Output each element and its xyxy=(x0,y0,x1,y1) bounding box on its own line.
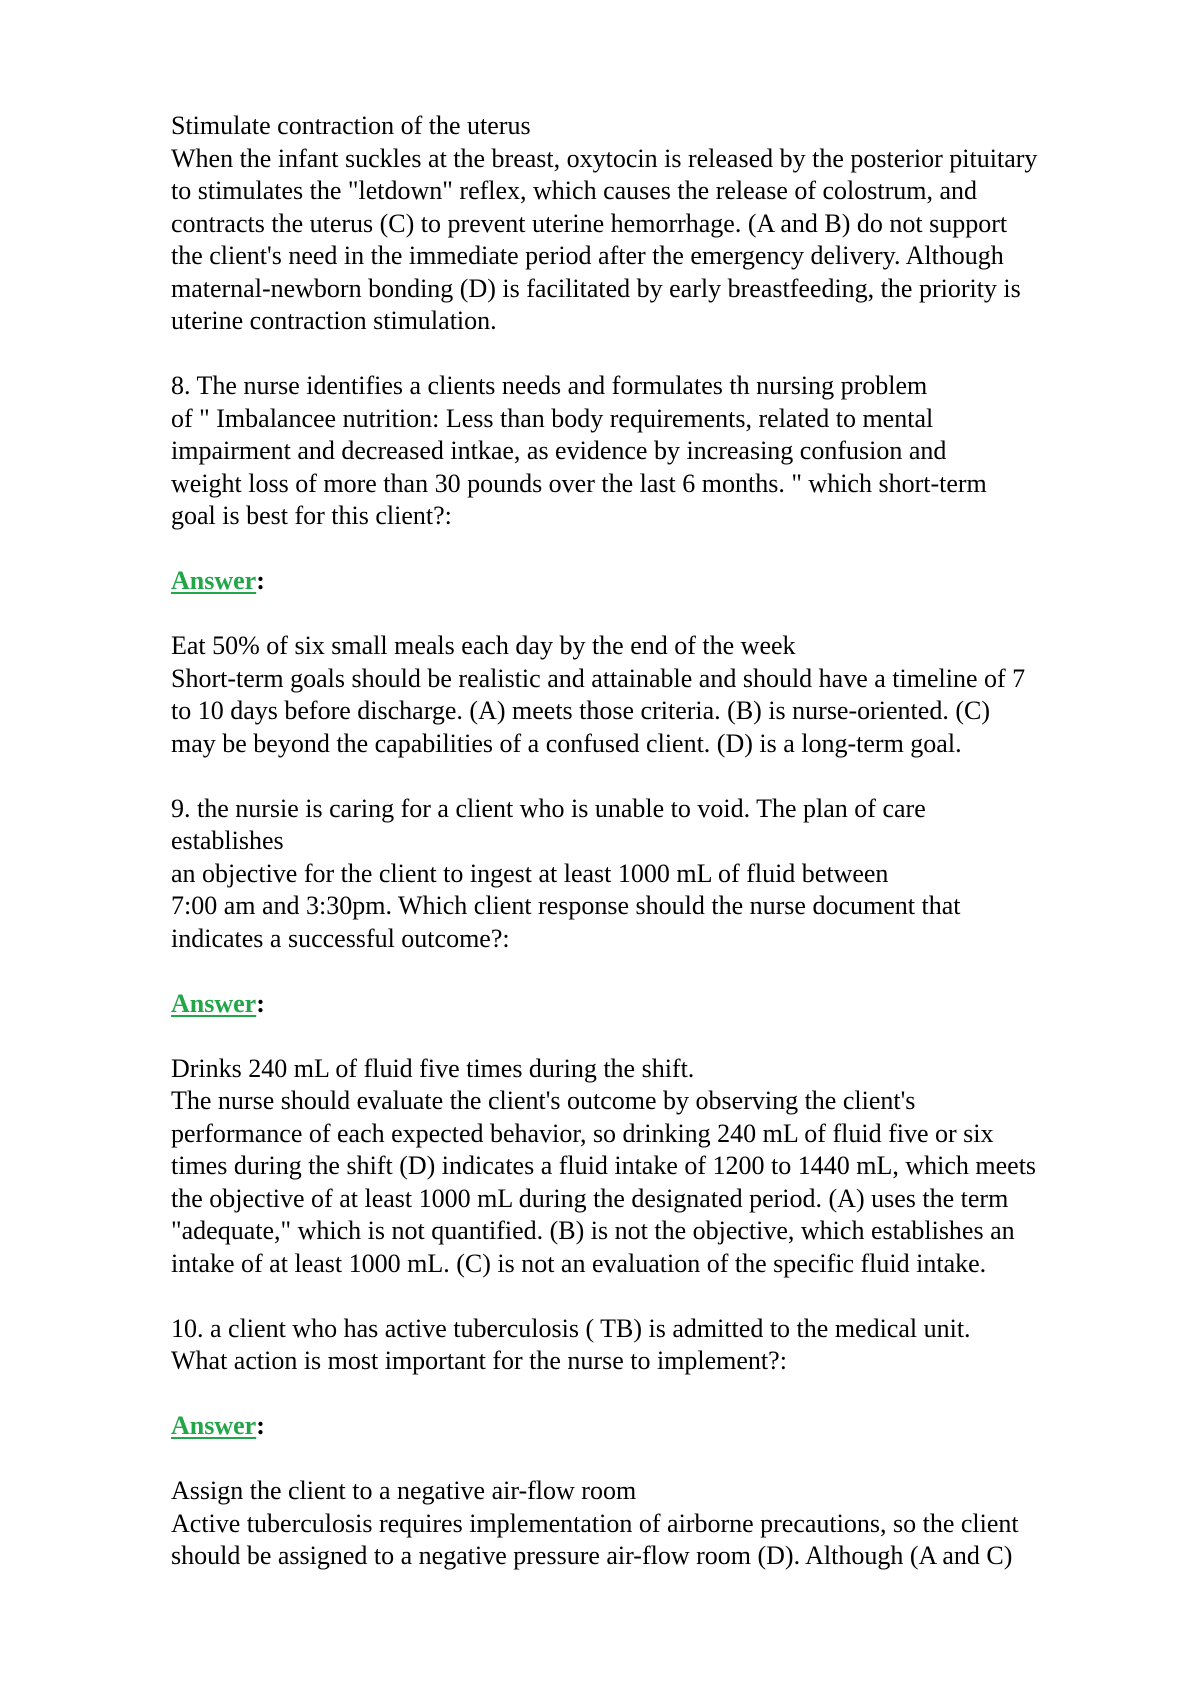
text-line: establishes xyxy=(171,826,284,855)
paragraph xyxy=(171,370,1131,533)
paragraph-spacer xyxy=(171,1020,1131,1053)
text-line: goal is best for this client?: xyxy=(171,501,452,530)
text-line: performance of each expected behavior, so drinking 240 mL of fluid five or six xyxy=(171,1118,994,1148)
text-line: an objective for the client to ingest at least 1000 mL of fluid between xyxy=(171,858,889,888)
text-line: of " Imbalancee nutrition: Less than body requirements, related to mental xyxy=(171,403,934,433)
text-line: indicates a successful outcome?: xyxy=(171,923,510,953)
paragraph xyxy=(171,1475,1131,1573)
answer-colon: : xyxy=(256,988,265,1018)
text-line: Drinks 240 mL of fluid five times during the shift. xyxy=(171,1053,695,1083)
text-line: the client's need in the immediate period after the emergency delivery. Although xyxy=(171,241,1004,270)
text-line: contracts the uterus (C) to prevent uterine hemorrhage. (A and B) do not support xyxy=(171,208,1008,238)
text-line: should be assigned to a negative pressure air-flow room (D). Although (A and C) xyxy=(171,1541,1013,1570)
text-line: Eat 50% of six small meals each day by the end of the week xyxy=(171,631,796,660)
text-line: "adequate," which is not quantified. (B) is not the objective, which establishes an xyxy=(171,1216,1015,1245)
paragraph xyxy=(171,793,1131,956)
text-line: When the infant suckles at the breast, oxytocin is released by the posterior pituitary xyxy=(171,143,1038,173)
answer-colon: : xyxy=(256,1411,265,1440)
text-line: maternal-newborn bonding (D) is facilitated by early breastfeeding, the priority is xyxy=(171,273,1021,303)
paragraph-spacer xyxy=(171,1378,1131,1411)
paragraph-spacer xyxy=(171,1443,1131,1476)
answer-colon: : xyxy=(256,566,265,595)
answer-heading xyxy=(171,988,1131,1021)
answer-label: Answer xyxy=(171,566,257,595)
answer-heading xyxy=(171,1410,1131,1443)
text-line: weight loss of more than 30 pounds over the last 6 months. " which short-term xyxy=(171,468,987,498)
answer-heading xyxy=(171,565,1131,598)
paragraph-spacer xyxy=(171,1280,1131,1313)
answer-label: Answer xyxy=(171,988,257,1018)
paragraph-spacer xyxy=(171,955,1131,988)
text-line: to stimulates the "letdown" reflex, which causes the release of colostrum, and xyxy=(171,176,978,205)
paragraph xyxy=(171,1053,1131,1281)
document-body xyxy=(171,110,1131,1573)
text-line: Active tuberculosis requires implementation of airborne precautions, so the client xyxy=(171,1508,1019,1538)
paragraph-spacer xyxy=(171,533,1131,566)
text-line: uterine contraction stimulation. xyxy=(171,306,497,335)
text-line: 9. the nursie is caring for a client who is unable to void. The plan of care xyxy=(171,793,926,823)
text-line: Stimulate contraction of the uterus xyxy=(171,111,531,140)
text-line: times during the shift (D) indicates a fluid intake of 1200 to 1440 mL, which meets xyxy=(171,1151,1037,1180)
text-line: intake of at least 1000 mL. (C) is not an evaluation of the specific fluid intake. xyxy=(171,1248,987,1278)
text-line: may be beyond the capabilities of a confused client. (D) is a long-term goal. xyxy=(171,728,962,758)
text-line: Assign the client to a negative air-flow room xyxy=(171,1476,637,1505)
text-line: Short-term goals should be realistic and attainable and should have a timeline of 7 xyxy=(171,663,1026,693)
paragraph xyxy=(171,630,1131,760)
text-line: the objective of at least 1000 mL during the designated period. (A) uses the term xyxy=(171,1183,1009,1213)
answer-label: Answer xyxy=(171,1411,257,1440)
paragraph xyxy=(171,1313,1131,1378)
paragraph xyxy=(171,110,1131,338)
text-line: 8. The nurse identifies a clients needs and formulates th nursing problem xyxy=(171,371,928,400)
paragraph-spacer xyxy=(171,338,1131,371)
text-line: impairment and decreased intkae, as evidence by increasing confusion and xyxy=(171,436,947,465)
text-line: What action is most important for the nurse to implement?: xyxy=(171,1346,787,1375)
text-line: 10. a client who has active tuberculosis ( TB) is admitted to the medical unit. xyxy=(171,1313,971,1343)
paragraph-spacer xyxy=(171,760,1131,793)
paragraph-spacer xyxy=(171,598,1131,631)
text-line: The nurse should evaluate the client's outcome by observing the client's xyxy=(171,1086,916,1115)
text-line: to 10 days before discharge. (A) meets those criteria. (B) is nurse-oriented. (C) xyxy=(171,696,990,725)
text-line: 7:00 am and 3:30pm. Which client response should the nurse document that xyxy=(171,891,961,920)
